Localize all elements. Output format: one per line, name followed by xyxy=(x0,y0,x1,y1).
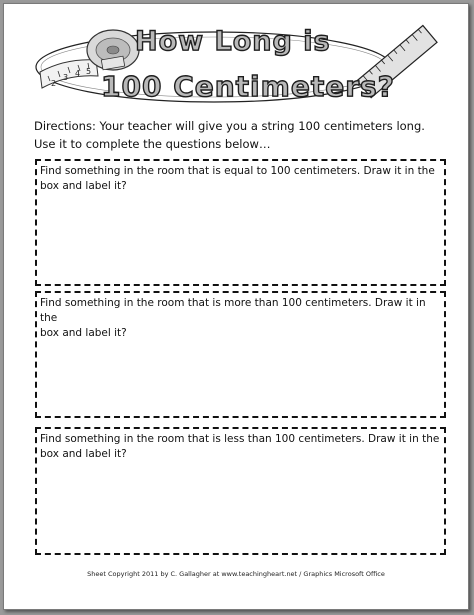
tape-number: 3 xyxy=(63,73,69,82)
title-line-1: How Long is xyxy=(135,26,331,57)
copyright-footer: Sheet Copyright 2011 by C. Gallagher at www.teachingheart.net / Graphics Microsoft Office xyxy=(87,570,385,578)
answer-box-less[interactable] xyxy=(35,427,446,555)
tape-number: 5 xyxy=(86,67,92,76)
question-line: Find something in the room that is more than 100 centimeters. Draw it in the xyxy=(40,297,426,324)
question-text xyxy=(37,429,444,462)
title-banner xyxy=(26,20,446,115)
question-line: box and label it? xyxy=(40,327,127,339)
question-text xyxy=(37,293,444,341)
question-text xyxy=(37,161,444,194)
answer-box-equal[interactable] xyxy=(35,159,446,286)
tape-number: 4 xyxy=(75,69,81,78)
question-line: Find something in the room that is less than 100 centimeters. Draw it in the xyxy=(40,433,440,445)
answer-box-more[interactable] xyxy=(35,291,446,418)
question-line: Find something in the room that is equal to 100 centimeters. Draw it in the xyxy=(40,165,435,177)
question-line: box and label it? xyxy=(40,180,127,192)
directions-line-2: Use it to complete the questions below… xyxy=(34,137,271,151)
title-line-2: 100 Centimeters? xyxy=(101,70,395,103)
worksheet-page xyxy=(3,3,469,610)
question-line: box and label it? xyxy=(40,448,127,460)
tape-number: 2 xyxy=(51,79,57,88)
directions-text xyxy=(34,117,454,153)
directions-line-1: Directions: Your teacher will give you a string 100 centimeters long. xyxy=(34,119,425,133)
